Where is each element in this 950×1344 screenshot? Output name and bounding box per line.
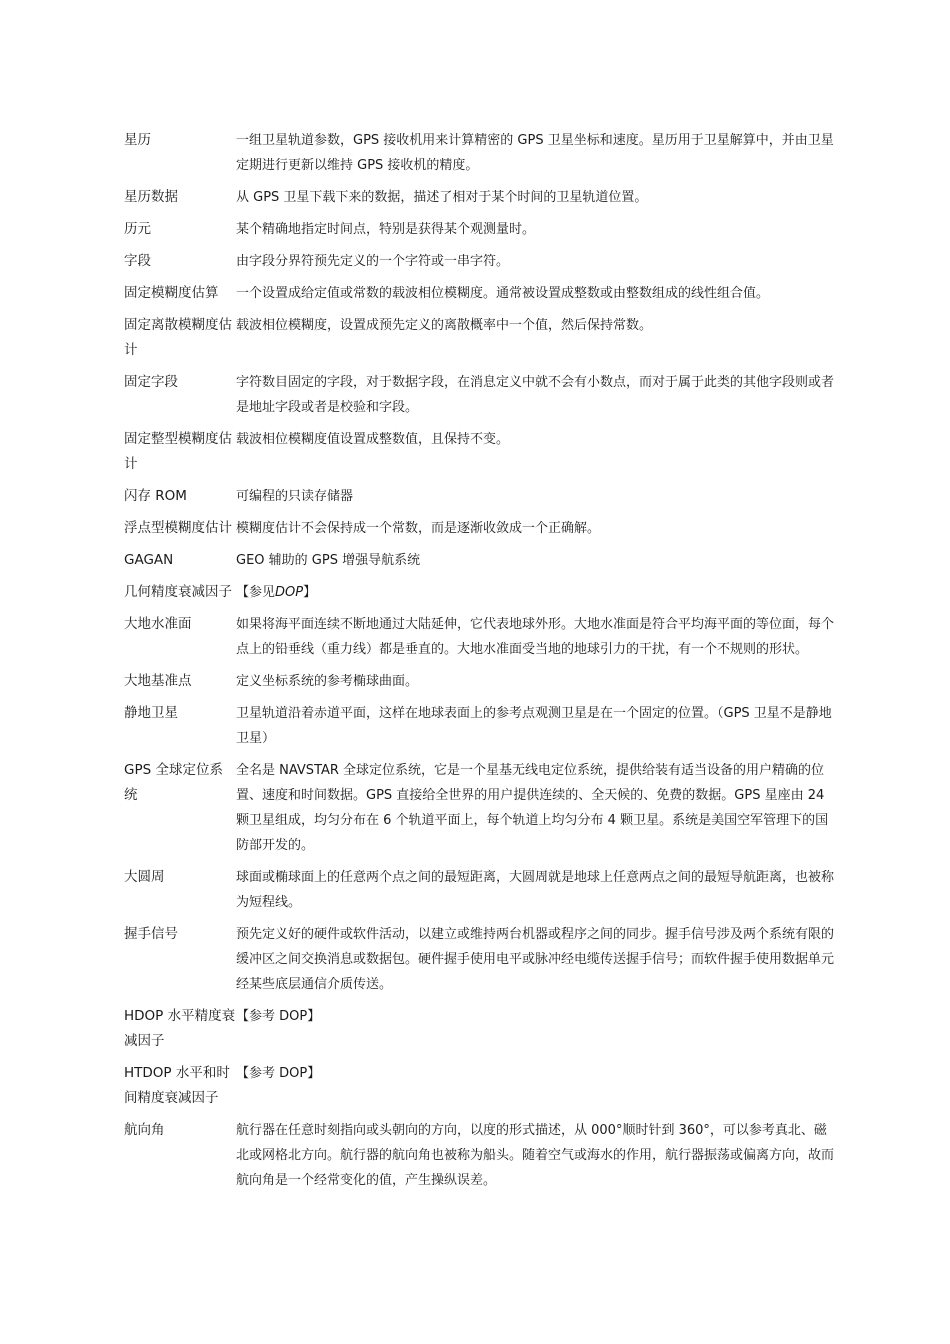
glossary-entry (124, 427, 836, 477)
glossary-term: 固定模糊度估算 (124, 285, 219, 301)
glossary-definition: 某个精确地指定时间点，特别是获得某个观测量时。 (236, 222, 536, 237)
glossary-entry (124, 1118, 836, 1193)
definition-reference: DOP (275, 585, 304, 600)
glossary-entry (124, 1004, 836, 1054)
glossary-definition: 球面或椭球面上的任意两个点之间的最短距离，大圆周就是地球上任意两点之间的最短导航距离，也被称为短程线。 (236, 870, 835, 910)
glossary-definition: GEO 辅助的 GPS 增强导航系统 (236, 553, 421, 568)
glossary-definition: 【参考 DOP】 (236, 1009, 321, 1024)
definition-prefix: 【参见 (236, 585, 276, 600)
glossary-definition: 字符数目固定的字段，对于数据字段，在消息定义中就不会有小数点，而对于属于此类的其他字段则或者是地址字段或者是校验和字段。 (236, 375, 835, 415)
glossary-definition: 模糊度估计不会保持成一个常数，而是逐渐收敛成一个正确解。 (236, 521, 601, 536)
glossary-term: HTDOP 水平和时间精度衰减因子 (124, 1065, 230, 1106)
glossary-term: 星历 (124, 132, 151, 148)
glossary-term: 固定字段 (124, 374, 178, 390)
glossary-term: 闪存 ROM (124, 488, 187, 504)
glossary-definition: 载波相位模糊度值设置成整数值，且保持不变。 (236, 432, 510, 447)
glossary-list (124, 128, 836, 1200)
glossary-entry (124, 313, 836, 363)
glossary-entry (124, 669, 836, 694)
glossary-definition: 定义坐标系统的参考椭球曲面。 (236, 674, 419, 689)
definition-suffix: 】 (303, 585, 317, 600)
glossary-term: 字段 (124, 253, 151, 269)
glossary-entry (124, 758, 836, 858)
glossary-definition: 卫星轨道沿着赤道平面，这样在地球表面上的参考点观测卫星是在一个固定的位置。（GPS 卫星不是静地卫星） (236, 706, 832, 746)
glossary-entry (124, 548, 836, 573)
glossary-definition: 可编程的只读存储器 (236, 489, 354, 504)
glossary-definition (236, 580, 836, 605)
glossary-term: 大圆周 (124, 869, 165, 885)
glossary-entry (124, 217, 836, 242)
glossary-term: 浮点型模糊度估计 (124, 520, 232, 536)
glossary-definition: 一组卫星轨道参数，GPS 接收机用来计算精密的 GPS 卫星坐标和速度。星历用于卫星解算中，并由卫星定期进行更新以维持 GPS 接收机的精度。 (236, 133, 834, 173)
glossary-definition: 一个设置成给定值或常数的载波相位模糊度。通常被设置成整数或由整数组成的线性组合值。 (236, 286, 770, 301)
glossary-definition: 预先定义好的硬件或软件活动，以建立或维持两台机器或程序之间的同步。握手信号涉及两个系统有限的缓冲区之间交换消息或数据包。硬件握手使用电平或脉冲经电缆传送握手信号；而软件握手使用数据单元经某些底层通信介质传送。 (236, 927, 835, 992)
glossary-definition: 由字段分界符预先定义的一个字符或一串字符。 (236, 254, 510, 269)
glossary-entry (124, 922, 836, 997)
glossary-entry (124, 281, 836, 306)
glossary-term: 历元 (124, 221, 151, 237)
glossary-term: 静地卫星 (124, 705, 178, 721)
glossary-term: 固定整型模糊度估计 (124, 431, 232, 472)
glossary-term: GPS 全球定位系统 (124, 762, 223, 803)
glossary-entry (124, 580, 836, 605)
glossary-term: 大地基准点 (124, 673, 192, 689)
glossary-entry (124, 370, 836, 420)
glossary-term: 握手信号 (124, 926, 178, 942)
glossary-definition: 航行器在任意时刻指向或头朝向的方向，以度的形式描述，从 000°顺时针到 360°，可以参考真北、磁北或网格北方向。航行器的航向角也被称为船头。随着空气或海水的作用，航行器振荡或偏离方向，故而航向角是一个经常变化的值，产生操纵误差。 (236, 1123, 835, 1188)
glossary-entry (124, 516, 836, 541)
glossary-entry (124, 128, 836, 178)
glossary-definition: 如果将海平面连续不断地通过大陆延伸，它代表地球外形。大地水准面是符合平均海平面的等位面，每个点上的铅垂线（重力线）都是垂直的。大地水准面受当地的地球引力的干扰，有一个不规则的形状。 (236, 617, 835, 657)
glossary-entry (124, 612, 836, 662)
glossary-definition: 全名是 NAVSTAR 全球定位系统，它是一个星基无线电定位系统，提供给装有适当设备的用户精确的位置、速度和时间数据。GPS 直接给全世界的用户提供连续的、全天候的、免费的数据。GPS 星座由 24 颗卫星组成，均匀分布在 6 个轨道平面上，每个轨道上均匀分布 4 颗卫星。系统是美国空军管理下的国防部开发的。 (236, 763, 829, 853)
glossary-term: 航向角 (124, 1122, 165, 1138)
glossary-term: 几何精度衰减因子 (124, 584, 232, 600)
glossary-entry (124, 484, 836, 509)
glossary-entry (124, 1061, 836, 1111)
glossary-entry (124, 701, 836, 751)
glossary-definition: 【参考 DOP】 (236, 1066, 321, 1081)
glossary-term: GAGAN (124, 552, 174, 568)
glossary-definition: 载波相位模糊度，设置成预先定义的离散概率中一个值，然后保持常数。 (236, 318, 653, 333)
glossary-term: 大地水准面 (124, 616, 192, 632)
glossary-term: 星历数据 (124, 189, 178, 205)
glossary-definition: 从 GPS 卫星下载下来的数据，描述了相对于某个时间的卫星轨道位置。 (236, 190, 648, 205)
glossary-entry (124, 865, 836, 915)
glossary-term: HDOP 水平精度衰减因子 (124, 1008, 236, 1049)
glossary-term: 固定离散模糊度估计 (124, 317, 232, 358)
glossary-entry (124, 185, 836, 210)
glossary-entry (124, 249, 836, 274)
